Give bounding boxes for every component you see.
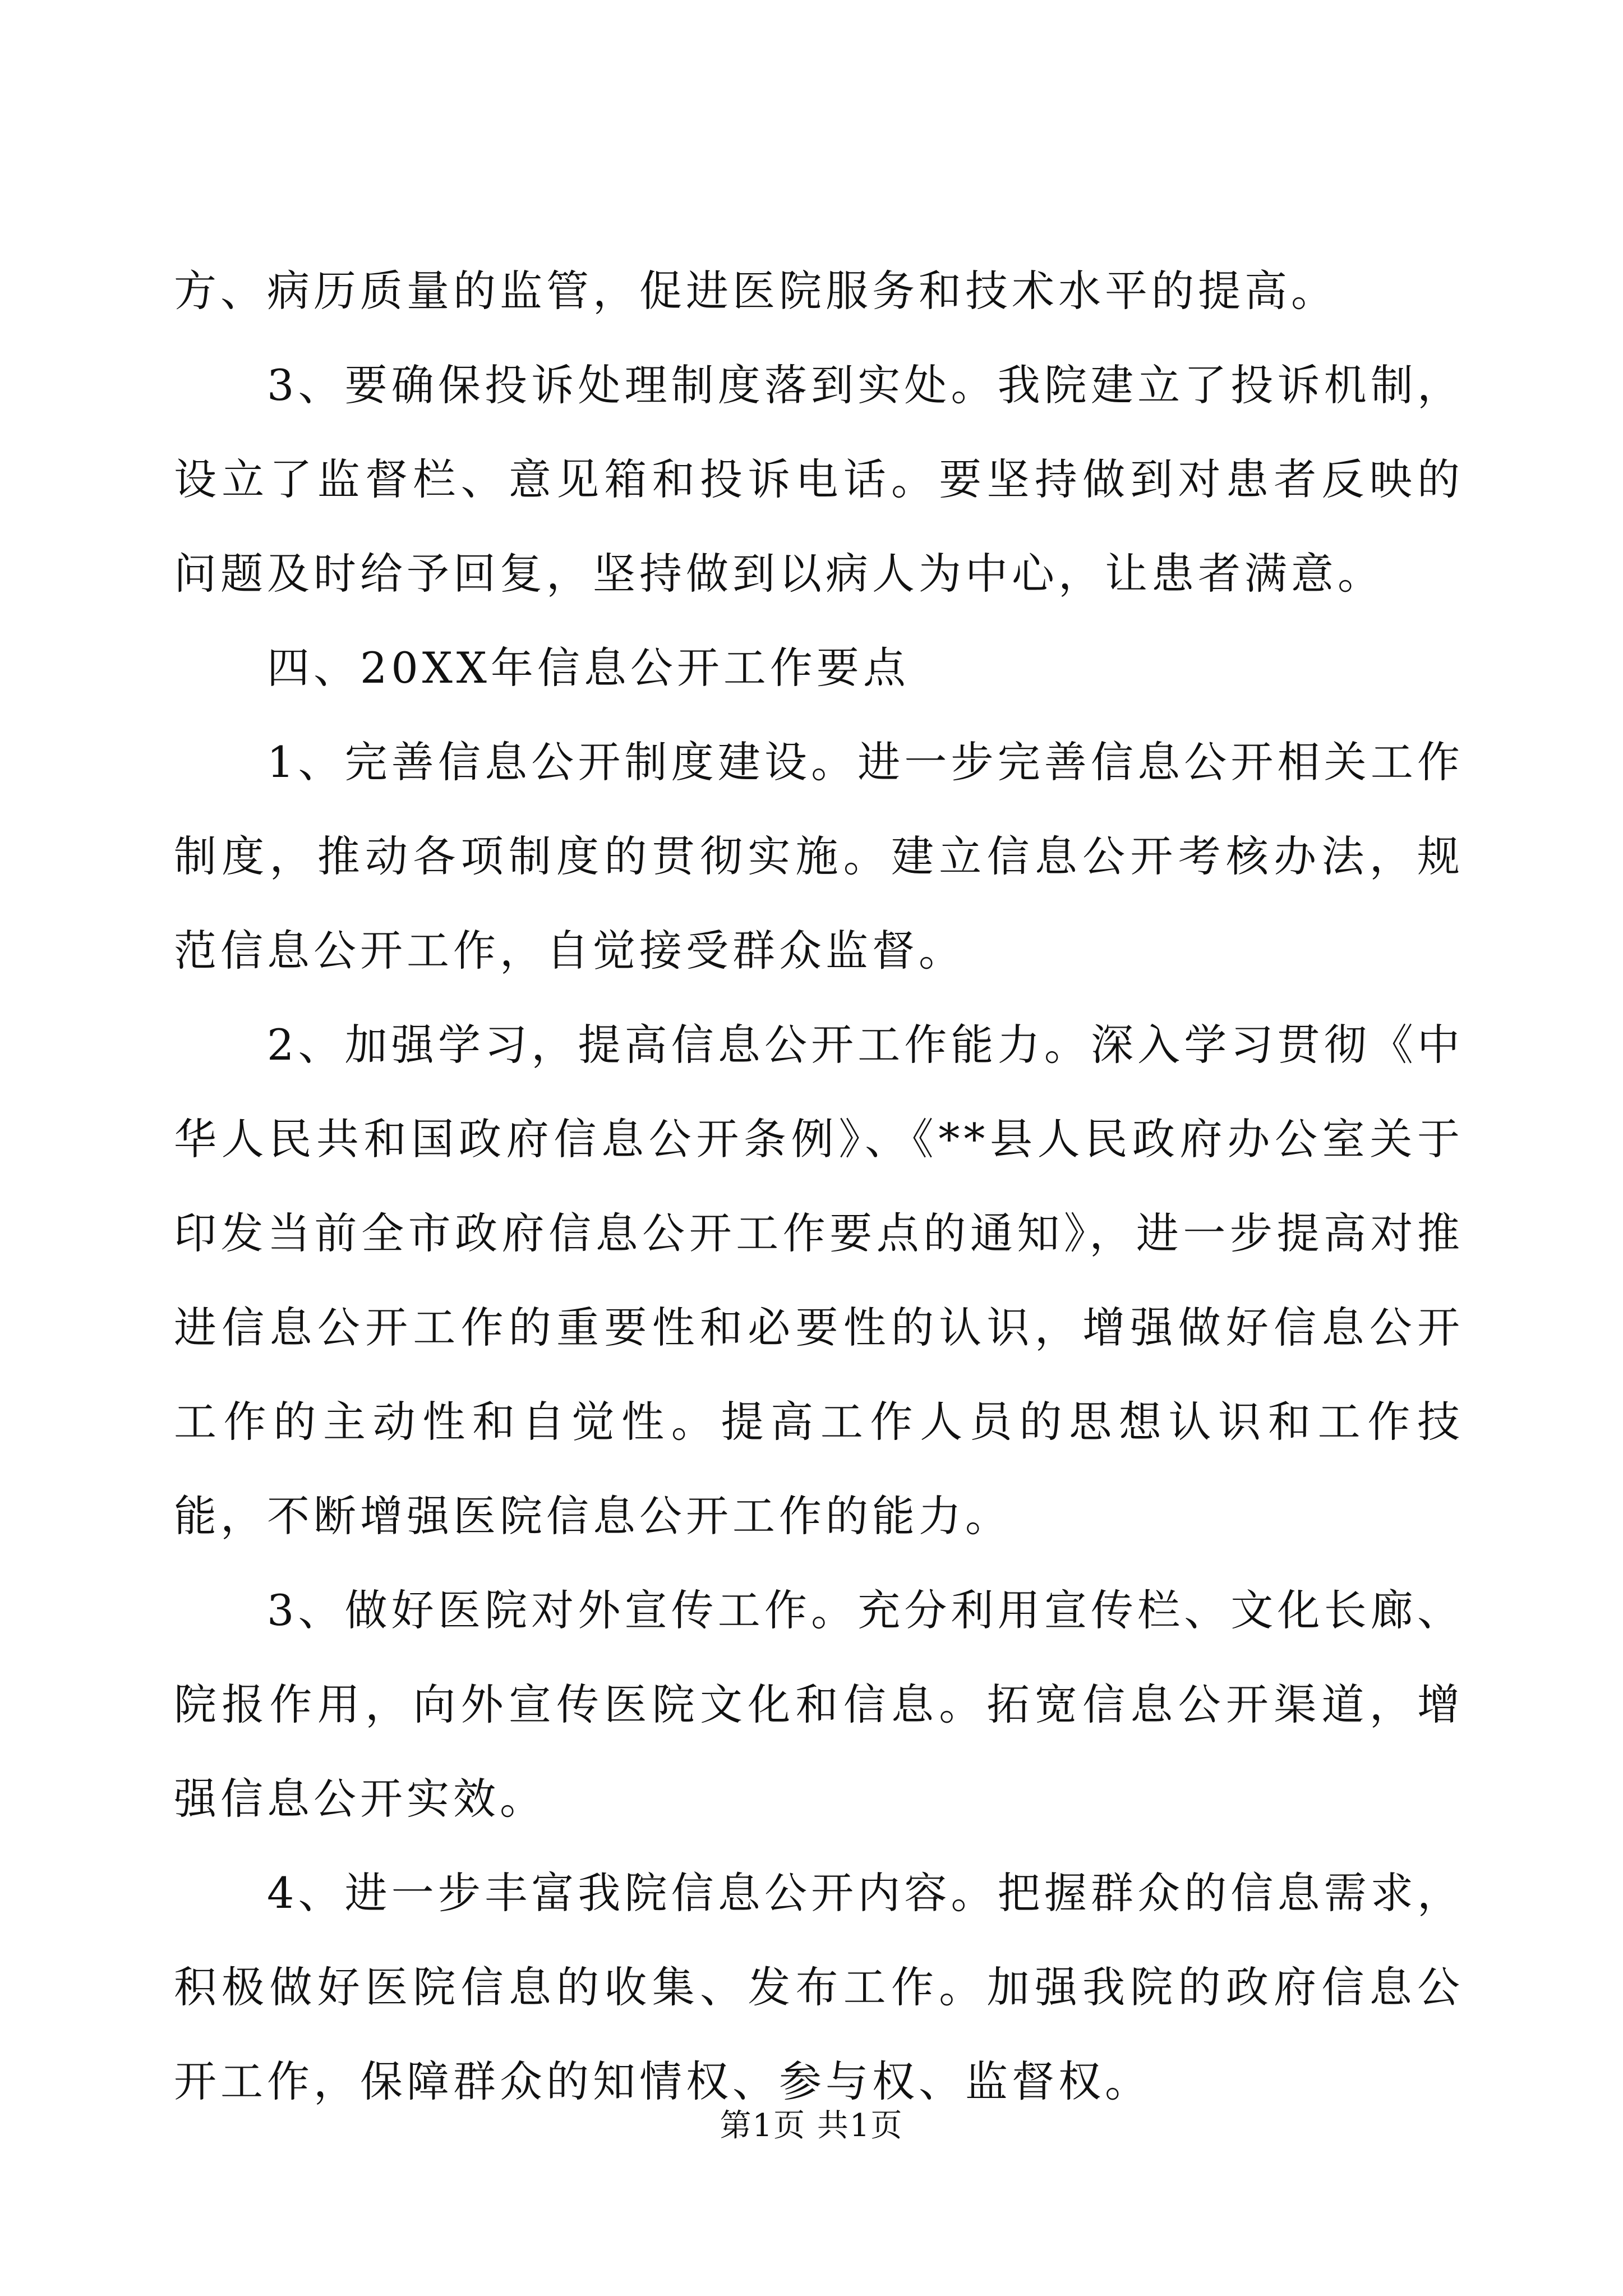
paragraph-point-2: 2、加强学习，提高信息公开工作能力。深入学习贯彻《中华人民共和国政府信息公开条例》、《**县人民政府办公室关于印发当前全市政府信息公开工作要点的通知》，进一步提高对推进信息公开工作的重要性和必要性的认识，增强做好信息公开工作的主动性和自觉性。提高工作人员的思想认识和工作技能，不断增强医院信息公开工作的能力。 — [174, 1020, 1464, 1541]
paragraph-point-4: 4、进一步丰富我院信息公开内容。把握群众的信息需求，积极做好医院信息的收集、发布工作。加强我院的政府信息公开工作，保障群众的知情权、参与权、监督权。 — [174, 1868, 1464, 2106]
page-footer: 第1页 共1页 — [720, 2108, 903, 2144]
document-body — [174, 244, 1464, 2129]
paragraph-point-1: 1、完善信息公开制度建设。进一步完善信息公开相关工作制度，推动各项制度的贯彻实施。建立信息公开考核办法，规范信息公开工作，自觉接受群众监督。 — [174, 737, 1464, 976]
section-heading-work-points: 四、20XX年信息公开工作要点 — [267, 643, 910, 693]
paragraph-point-3: 3、做好医院对外宣传工作。充分利用宣传栏、文化长廊、院报作用，向外宣传医院文化和信息。拓宽信息公开渠道，增强信息公开实效。 — [174, 1585, 1464, 1824]
paragraph-complaint-system: 3、要确保投诉处理制度落到实处。我院建立了投诉机制，设立了监督栏、意见箱和投诉电话。要坚持做到对患者反映的问题及时给予回复，坚持做到以病人为中心，让患者满意。 — [174, 360, 1464, 599]
paragraph-continuation: 方、病历质量的监管，促进医院服务和技术水平的提高。 — [174, 266, 1338, 316]
